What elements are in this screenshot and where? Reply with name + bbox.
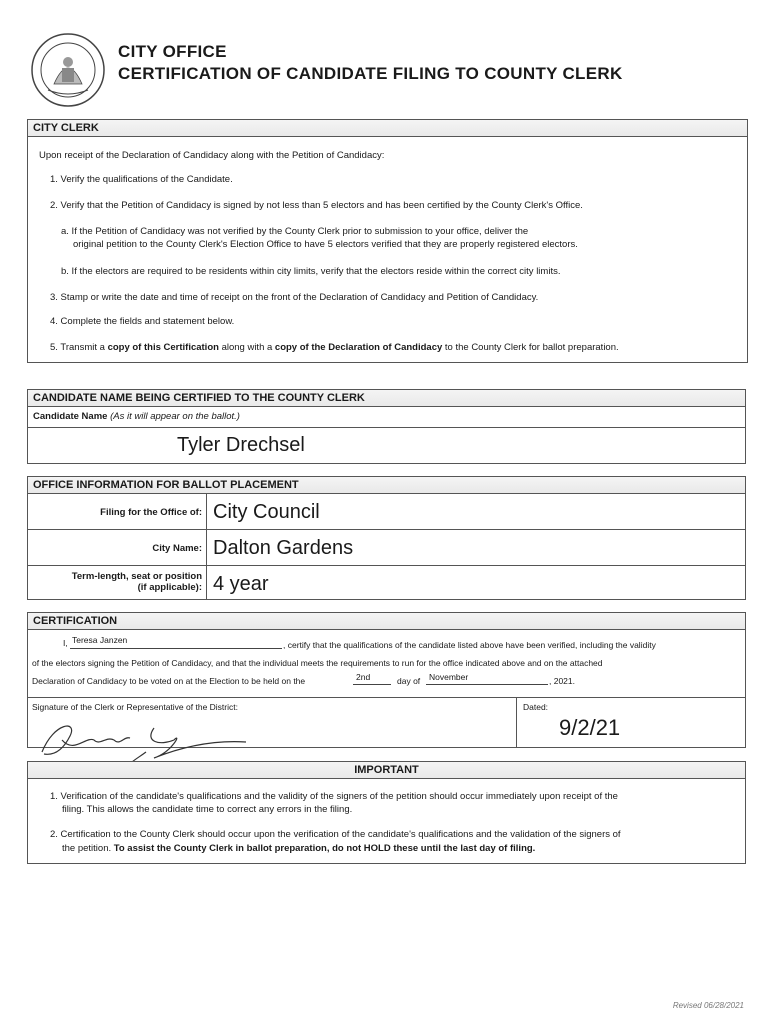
candidate-label-note: (As it will appear on the ballot.) [110,411,240,422]
signature-label: Signature of the Clerk or Representative of the District: [32,702,238,712]
page-title-line2: CERTIFICATION OF CANDIDATE FILING TO COUNTY CLERK [118,64,623,83]
important-item1-line1: 1. Verification of the candidate's qualifications and the validity of the signers of the petition should occur immediately upon receipt of the [50,791,618,802]
step-5 [50,342,619,353]
city-label: City Name: [152,543,202,554]
section-heading: IMPORTANT [28,762,745,779]
step-5-part: along with a [218,342,275,353]
cert-line2: of the electors signing the Petition of Candidacy, and that the individual meets the requirements to run for the office indicated above and on the attached [32,658,603,668]
step-5-part: 5. Transmit a [50,342,108,353]
election-day: 2nd [356,672,371,682]
candidate-section [27,389,746,464]
candidate-label [33,411,240,422]
important-item1-line2: filing. This allows the candidate time to correct any errors in the filing. [62,804,353,815]
clerk-name: Teresa Janzen [72,635,128,645]
state-seal-icon [30,32,106,108]
election-year: , 2021. [549,676,575,686]
intro-text: Upon receipt of the Declaration of Candidacy along with the Petition of Candidacy: [39,150,385,161]
important-item2-bold: To assist the County Clerk in ballot preparation, do not HOLD these until the last day of filing. [113,843,536,854]
step-2a-line1: a. If the Petition of Candidacy was not verified by the County Clerk prior to submission to your office, deliver the [61,226,529,237]
term-label [72,571,202,593]
city-clerk-section [27,119,748,363]
dated-label: Dated: [523,702,549,712]
important-section [27,761,746,864]
important-item2-line1: 2. Certification to the County Clerk should occur upon the verification of the candidate's qualifications and the validation of the signers of [50,829,621,840]
cert-line1: , certify that the qualifications of the candidate listed above have been verified, including the validity [283,640,656,650]
office-info-section [27,476,746,600]
step-5-part: to the County Clerk for ballot preparation. [442,342,619,353]
city-value: Dalton Gardens [213,537,354,559]
cert-i: I, [63,638,68,648]
section-heading: CANDIDATE NAME BEING CERTIFIED TO THE COUNTY CLERK [28,390,745,407]
step-5-bold: copy of this Certification [107,342,219,353]
section-heading: CITY CLERK [28,120,747,137]
step-2: 2. Verify that the Petition of Candidacy is signed by not less than 5 electors and has been certified by the County Clerk's Office. [50,200,583,211]
dated-value: 9/2/21 [559,715,621,740]
term-value: 4 year [213,573,269,595]
step-1: 1. Verify the qualifications of the Candidate. [50,174,233,185]
term-label-line1: Term-length, seat or position [71,571,202,582]
step-2a-line2: original petition to the County Clerk's Election Office to have 5 electors verified that they are properly registered electors. [73,239,578,250]
section-heading: OFFICE INFORMATION FOR BALLOT PLACEMENT [28,477,745,494]
section-heading: CERTIFICATION [28,613,745,630]
important-item2-line2 [62,843,535,854]
step-3: 3. Stamp or write the date and time of receipt on the front of the Declaration of Candidacy and Petition of Candidacy. [50,292,539,303]
cert-line3: Declaration of Candidacy to be voted on at the Election to be held on the [32,676,306,686]
term-label-line2: (if applicable): [137,582,202,593]
candidate-name: Tyler Drechsel [177,434,305,456]
step-5-bold: copy of the Declaration of Candidacy [274,342,443,353]
step-2b: b. If the electors are required to be residents within city limits, verify that the electors reside within the correct city limits. [61,266,561,277]
candidate-label-text: Candidate Name [33,411,108,422]
office-value: City Council [213,501,320,523]
revised-date: Revised 06/28/2021 [672,1001,744,1010]
important-item2-text: the petition. [62,843,114,854]
election-month: November [429,672,469,682]
day-of-label: day of [397,676,421,686]
page-title-line1: CITY OFFICE [118,42,227,61]
step-4: 4. Complete the fields and statement below. [50,316,235,327]
office-label: Filing for the Office of: [100,507,202,518]
